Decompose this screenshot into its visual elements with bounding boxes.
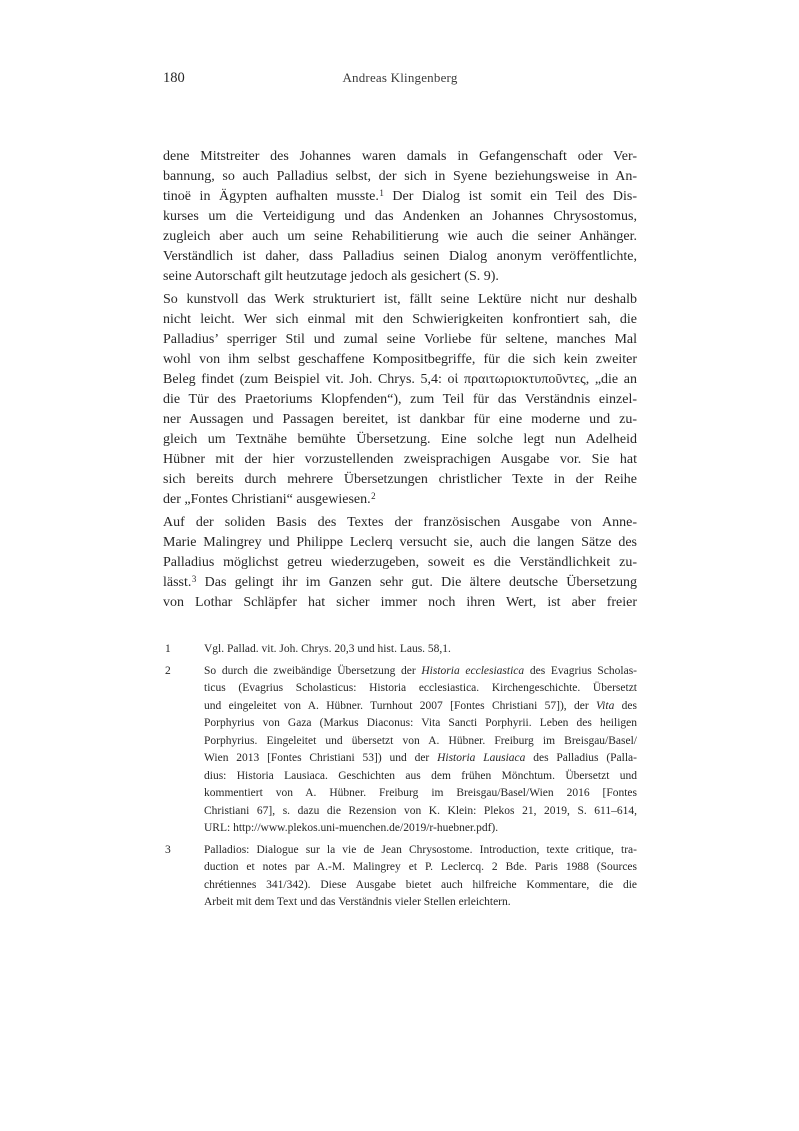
footnote-ref: 1 <box>379 187 384 198</box>
text-line <box>163 290 637 310</box>
footnote-ref: 2 <box>371 490 376 501</box>
paragraph <box>163 290 637 510</box>
text-segment: kurses um die Verteidigung und das Andenken an Johannes Chrysostomus, <box>163 209 637 224</box>
text-segment: Arbeit mit dem Text und das Verständnis vieler Stellen erleichtern. <box>204 896 511 908</box>
footnote <box>163 663 637 838</box>
footnote <box>163 842 637 912</box>
text-line <box>163 207 637 227</box>
text-segment: die Tür des Praetoriums Klopfenden“), zum Teil für das Verständnis einzel- <box>163 392 637 407</box>
paragraph <box>163 147 637 287</box>
text-segment: kommentiert von A. Hübner. Freiburg im Breisgau/Basel/Wien 2016 [Fontes <box>204 787 637 799</box>
text-segment: Palladios: Dialogue sur la vie de Jean Chrysostome. Introduction, texte critique, tra- <box>204 843 637 856</box>
text-segment: des Evagrius Scholas- <box>524 664 638 677</box>
italic-title: Historia ecclesiastica <box>421 664 525 677</box>
text-segment: der „Fontes Christiani“ ausgewiesen. <box>163 492 371 507</box>
text-line <box>163 470 637 490</box>
text-line <box>204 663 637 681</box>
text-segment: dius: Historia Lausiaca. Geschichten aus dem frühen Mönchtum. Übersetzt und <box>204 769 637 782</box>
text-line <box>204 785 637 803</box>
text-line <box>163 593 637 613</box>
text-line <box>204 877 637 895</box>
text-line <box>204 842 637 860</box>
footnote-ref: 3 <box>191 573 197 584</box>
running-head: Andreas Klingenberg <box>342 70 458 85</box>
text-line <box>204 750 637 768</box>
text-segment: seine Autorschaft gilt heutzutage jedoch als gesichert (S. 9). <box>163 269 499 284</box>
text-line <box>163 573 637 593</box>
text-line <box>163 390 637 410</box>
text-segment: nicht leicht. Wer sich einmal mit den Schwierigkeiten konfrontiert sah, die <box>163 312 637 327</box>
text-line <box>204 698 637 716</box>
text-segment: wohl von ihm selbst geschaffene Kompositbegriffe, für die sich kein zweiter <box>163 352 637 367</box>
paragraph <box>163 513 637 613</box>
text-segment: Palladius’ sperriger Stil und zumal seine Vorliebe für seltene, manches Mal <box>163 332 637 347</box>
text-segment: ticus (Evagrius Scholasticus: Historia ecclesiastica. Kirchengeschichte. Übersetzt <box>204 682 637 694</box>
text-line <box>204 768 637 786</box>
footnote-number: 2 <box>165 664 171 677</box>
italic-title: Vita <box>596 699 615 712</box>
text-line <box>204 820 637 838</box>
page-number: 180 <box>163 70 185 86</box>
text-line <box>163 410 637 430</box>
text-segment: Hübner mit der hier vorzustellenden zweisprachigen Ausgabe vor. Sie hat <box>163 452 637 467</box>
text-segment: sich bereits durch mehrere Übersetzungen christlicher Texte in der Reihe <box>163 472 637 487</box>
text-segment: des Palladius (Palla- <box>525 752 637 764</box>
text-segment: Verständlich ist daher, dass Palladius seinen Dialog anonym veröffentlichte, <box>163 249 637 264</box>
text-line <box>204 859 637 877</box>
text-line <box>204 894 637 912</box>
page-header <box>163 70 637 90</box>
text-segment: Der Dialog ist somit ein Teil des Dis- <box>383 189 637 204</box>
text-line <box>163 310 637 330</box>
footnote-number: 3 <box>165 843 171 856</box>
text-segment: Marie Malingrey und Philippe Leclerq versucht sie, auch die langen Sätze des <box>163 535 637 550</box>
text-segment: duction et notes par A.-M. Malingrey et P. Leclercq. 2 Bde. Paris 1988 (Sources <box>204 861 637 873</box>
italic-title: Historia Lausiaca <box>437 752 526 764</box>
text-segment: Vgl. Pallad. vit. Joh. Chrys. 20,3 und hist. Laus. 58,1. <box>204 643 451 655</box>
text-segment: lässt. <box>163 575 192 590</box>
text-segment: Wien 2013 [Fontes Christiani 53]) und der <box>204 752 438 764</box>
text-segment: So kunstvoll das Werk strukturiert ist, fällt seine Lektüre nicht nur deshalb <box>163 292 637 307</box>
text-line <box>204 680 637 698</box>
text-segment: ner Aussagen und Passagen bereitet, ist dankbar für eine moderne und zu- <box>163 412 637 427</box>
text-line <box>163 267 637 287</box>
text-segment: Palladius möglichst getreu wiederzugeben, soweit es die Verständlichkeit zu- <box>163 555 637 570</box>
body-text <box>163 147 637 616</box>
text-line <box>163 533 637 553</box>
text-line <box>163 370 637 390</box>
text-segment: chrétiennes 341/342). Diese Ausgabe bietet auch hilfreiche Kommentare, die die <box>204 878 637 891</box>
text-line <box>163 187 637 207</box>
text-line <box>163 513 637 533</box>
text-segment: von Lothar Schläpfer hat sicher immer noch ihren Wert, ist aber freier <box>163 595 637 610</box>
text-segment: Christiani 67], s. dazu die Rezension von K. Klein: Plekos 21, 2019, S. 611–614, <box>204 804 637 817</box>
text-segment: gleich um Textnähe bemühte Übersetzung. Eine solche legt nun Adelheid <box>163 432 637 447</box>
text-line <box>163 147 637 167</box>
text-segment: zugleich aber auch um seine Rehabilitierung wie auch die seiner Anhänger. <box>163 229 637 244</box>
text-line <box>204 715 637 733</box>
text-segment: Porphyrius. Eingeleitet und übersetzt von A. Hübner. Freiburg im Breisgau/Basel/ <box>204 734 637 747</box>
text-segment: Das gelingt ihr im Ganzen sehr gut. Die ältere deutsche Übersetzung <box>196 575 637 590</box>
text-line <box>163 247 637 267</box>
text-segment: URL: http://www.plekos.uni-muenchen.de/2019/r-huebner.pdf). <box>204 822 499 834</box>
text-segment: bannung, so auch Palladius selbst, der sich in Syene beziehungsweise in An- <box>163 169 637 184</box>
text-line <box>163 490 637 510</box>
text-segment: So durch die zweibändige Übersetzung der <box>204 664 422 677</box>
text-segment: Porphyrius von Gaza (Markus Diaconus: Vita Sancti Porphyrii. Leben des heiligen <box>204 717 637 729</box>
text-line <box>204 733 637 751</box>
text-line <box>204 641 637 659</box>
footnote <box>163 641 637 659</box>
footnotes-section <box>163 641 637 916</box>
text-segment: Auf der soliden Basis des Textes der französischen Ausgabe von Anne- <box>163 515 637 530</box>
text-line <box>163 350 637 370</box>
text-line <box>163 227 637 247</box>
text-line <box>163 330 637 350</box>
text-segment: des <box>614 699 637 712</box>
text-line <box>204 803 637 821</box>
text-line <box>163 553 637 573</box>
text-line <box>163 450 637 470</box>
text-segment: tinoë in Ägypten aufhalten musste. <box>163 189 379 204</box>
text-line <box>163 167 637 187</box>
footnote-number: 1 <box>165 643 171 655</box>
text-line <box>163 430 637 450</box>
text-segment: Beleg findet (zum Beispiel vit. Joh. Chrys. 5,4: οἱ πραιτωριοκτυποῦντες, „die an <box>163 372 637 387</box>
text-segment: und eingeleitet von A. Hübner. Turnhout 2007 [Fontes Christiani 57]), der <box>204 699 597 712</box>
text-segment: dene Mitstreiter des Johannes waren damals in Gefangenschaft oder Ver- <box>163 149 637 164</box>
